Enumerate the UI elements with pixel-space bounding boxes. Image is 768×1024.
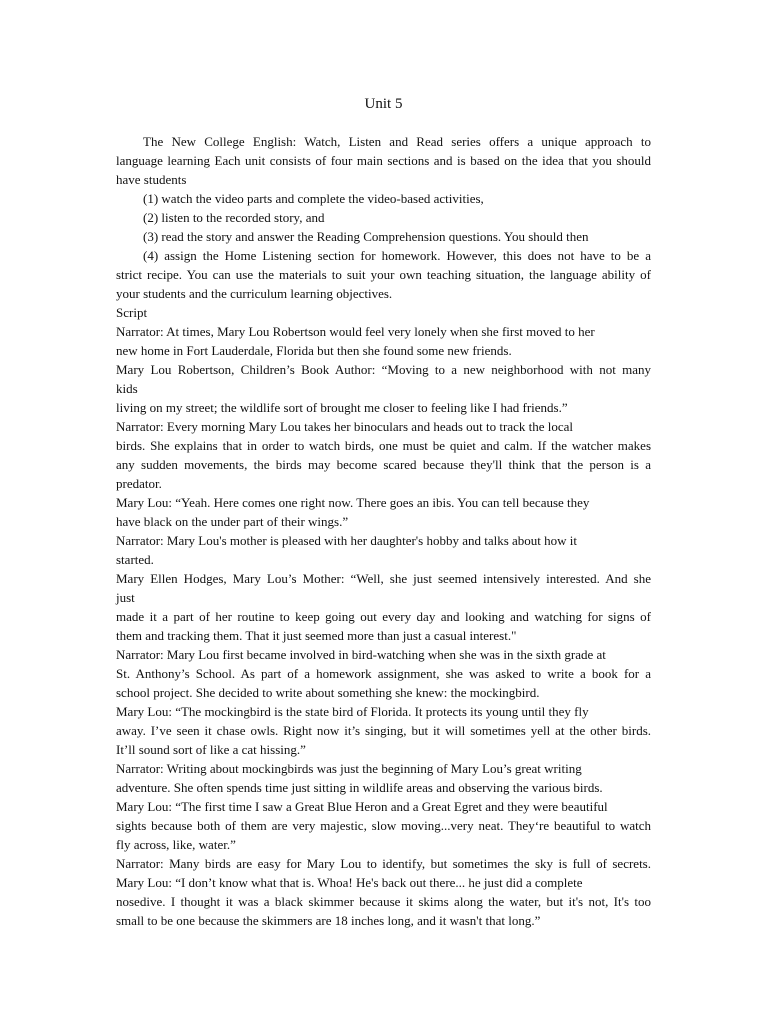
text-line: Mary Lou: “The first time I saw a Great Blue Heron and a Great Egret and they were beautiful bbox=[116, 799, 608, 814]
text-line: St. Anthony’s School. As part of a homework assignment, she was asked to write a book for a bbox=[116, 666, 651, 681]
document-title: Unit 5 bbox=[364, 96, 403, 112]
text-line: Narrator: At times, Mary Lou Robertson would feel very lonely when she first moved to her bbox=[116, 324, 595, 339]
text-line: Mary Ellen Hodges, Mary Lou’s Mother: “Well, she just seemed intensively interested. And she bbox=[116, 571, 651, 586]
text-line: have black on the under part of their wings.” bbox=[116, 514, 349, 529]
text-line: adventure. She often spends time just sitting in wildlife areas and observing the various birds. bbox=[116, 780, 603, 795]
text-line: new home in Fort Lauderdale, Florida but then she found some new friends. bbox=[116, 343, 512, 358]
text-line: Mary Lou Robertson, Children’s Book Author: “Moving to a new neighborhood with not many bbox=[116, 362, 651, 377]
text-line: birds. She explains that in order to watch birds, one must be quiet and calm. If the watcher makes bbox=[116, 438, 651, 453]
text-line: away. I’ve seen it chase owls. Right now it’s singing, but it will sometimes yell at the other birds. bbox=[116, 723, 651, 738]
text-line: (1) watch the video parts and complete the video-based activities, bbox=[143, 191, 484, 206]
text-line: school project. She decided to write about something she knew: the mockingbird. bbox=[116, 685, 540, 700]
text-line: Mary Lou: “Yeah. Here comes one right now. There goes an ibis. You can tell because they bbox=[116, 495, 590, 510]
text-line: (2) listen to the recorded story, and bbox=[143, 210, 325, 225]
text-line: living on my street; the wildlife sort of brought me closer to feeling like I had friends.” bbox=[116, 400, 568, 415]
text-line: made it a part of her routine to keep going out every day and looking and watching for signs of bbox=[116, 609, 651, 624]
text-line: Narrator: Many birds are easy for Mary Lou to identify, but sometimes the sky is full of secrets. bbox=[116, 856, 651, 871]
text-line: language learning Each unit consists of four main sections and is based on the idea that you should bbox=[116, 153, 651, 168]
text-line: them and tracking them. That it just seemed more than just a casual interest." bbox=[116, 628, 517, 643]
text-line: Narrator: Writing about mockingbirds was just the beginning of Mary Lou’s great writing bbox=[116, 761, 582, 776]
text-line: sights because both of them are very majestic, slow moving...very neat. They‘re beautiful to watch bbox=[116, 818, 651, 833]
text-line: any sudden movements, the birds may become scared because they'll think that the person is a bbox=[116, 457, 651, 472]
document-page bbox=[116, 94, 651, 930]
text-line: Mary Lou: “The mockingbird is the state bird of Florida. It protects its young until they fly bbox=[116, 704, 589, 719]
text-line: small to be one because the skimmers are 18 inches long, and it wasn't that long.” bbox=[116, 913, 541, 928]
text-line: Script bbox=[116, 305, 148, 320]
text-line: have students bbox=[116, 172, 187, 187]
text-line: Narrator: Mary Lou first became involved in bird-watching when she was in the sixth grade at bbox=[116, 647, 606, 662]
text-line: just bbox=[116, 590, 135, 605]
text-line: Narrator: Mary Lou's mother is pleased with her daughter's hobby and talks about how it bbox=[116, 533, 578, 548]
text-line: kids bbox=[116, 381, 138, 396]
document-body bbox=[116, 132, 651, 930]
text-line: Mary Lou: “I don’t know what that is. Whoa! He's back out there... he just did a complete bbox=[116, 875, 583, 890]
text-line: It’ll sound sort of like a cat hissing.” bbox=[116, 742, 306, 757]
text-line: (4) assign the Home Listening section for homework. However, this does not have to be a bbox=[143, 248, 651, 263]
text-line: predator. bbox=[116, 476, 162, 491]
text-line: your students and the curriculum learning objectives. bbox=[116, 286, 393, 301]
text-line: strict recipe. You can use the materials to suit your own teaching situation, the language ability of bbox=[116, 267, 651, 282]
text-line: fly across, like, water.” bbox=[116, 837, 236, 852]
text-line: Narrator: Every morning Mary Lou takes her binoculars and heads out to track the local bbox=[116, 419, 574, 434]
text-line: nosedive. I thought it was a black skimmer because it skims along the water, but it's not, It's too bbox=[116, 894, 651, 909]
text-line: The New College English: Watch, Listen and Read series offers a unique approach to bbox=[143, 134, 651, 149]
text-line: (3) read the story and answer the Reading Comprehension questions. You should then bbox=[143, 229, 589, 244]
text-line: started. bbox=[116, 552, 154, 567]
